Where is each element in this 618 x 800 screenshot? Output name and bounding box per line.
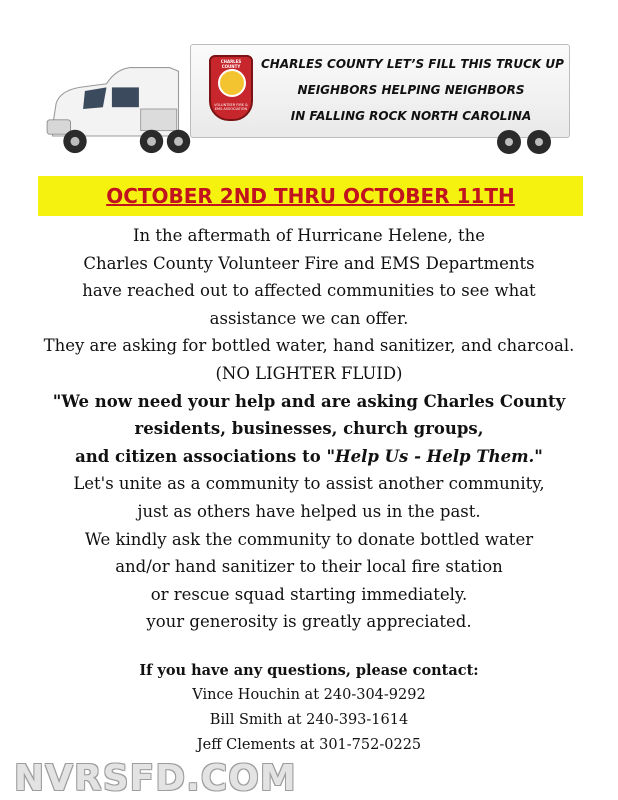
trailer-wheels-icon: [491, 129, 561, 155]
body-line-bold-text: and citizen associations to: [75, 446, 327, 466]
body-line-bold: "We now need your help and are asking Charles County: [52, 391, 566, 411]
truck-image: [40, 44, 570, 172]
body-line: just as others have helped us in the past.: [137, 501, 481, 521]
contact-person: Vince Houchin at 240-304-9292: [192, 687, 426, 703]
body-line: your generosity is greatly appreciated.: [146, 612, 472, 632]
body-line-bold: [0, 443, 618, 471]
banner-line-3: IN FALLING ROCK NORTH CAROLINA: [290, 109, 532, 123]
body-line: have reached out to affected communities to see what: [82, 281, 536, 301]
contact-section: [0, 658, 618, 758]
body-line: Let's unite as a community to assist another community,: [73, 474, 545, 494]
body-line: and/or hand sanitizer to their local fire station: [115, 557, 503, 577]
body-line: They are asking for bottled water, hand sanitizer, and charcoal.: [43, 336, 575, 356]
body-line: (NO LIGHTER FLUID): [215, 363, 403, 383]
help-us-help-them: "Help Us - Help Them.": [326, 446, 543, 466]
badge-top-text: CHARLES COUNTY: [220, 59, 242, 69]
contact-person: Bill Smith at 240-393-1614: [209, 712, 409, 728]
date-headline-text: OCTOBER 2ND THRU OCTOBER 11TH: [106, 184, 515, 208]
body-line: assistance we can offer.: [209, 308, 409, 328]
badge-bottom-text: VOLUNTEER FIRE & EMS ASSOCIATION: [214, 103, 248, 111]
body-line: We kindly ask the community to donate bottled water: [84, 529, 534, 549]
body-text: [0, 222, 618, 636]
trailer-banner: [190, 44, 570, 138]
date-headline: [38, 176, 583, 216]
body-line-bold: residents, businesses, church groups,: [134, 419, 484, 439]
body-line: In the aftermath of Hurricane Helene, the: [132, 226, 486, 245]
fire-ems-badge-icon: [209, 55, 253, 121]
body-line: Charles County Volunteer Fire and EMS Departments: [83, 253, 535, 273]
banner-line-2: NEIGHBORS HELPING NEIGHBORS: [297, 83, 525, 97]
banner-line-1: CHARLES COUNTY LET’S FILL THIS TRUCK UP: [261, 57, 564, 71]
truck-cab-illustration: [40, 64, 200, 154]
body-line: or rescue squad starting immediately.: [150, 584, 468, 604]
watermark: NVRSFD.COM: [14, 758, 297, 799]
contact-heading: If you have any questions, please contact:: [139, 662, 479, 679]
contact-person: Jeff Clements at 301-752-0225: [196, 737, 422, 753]
